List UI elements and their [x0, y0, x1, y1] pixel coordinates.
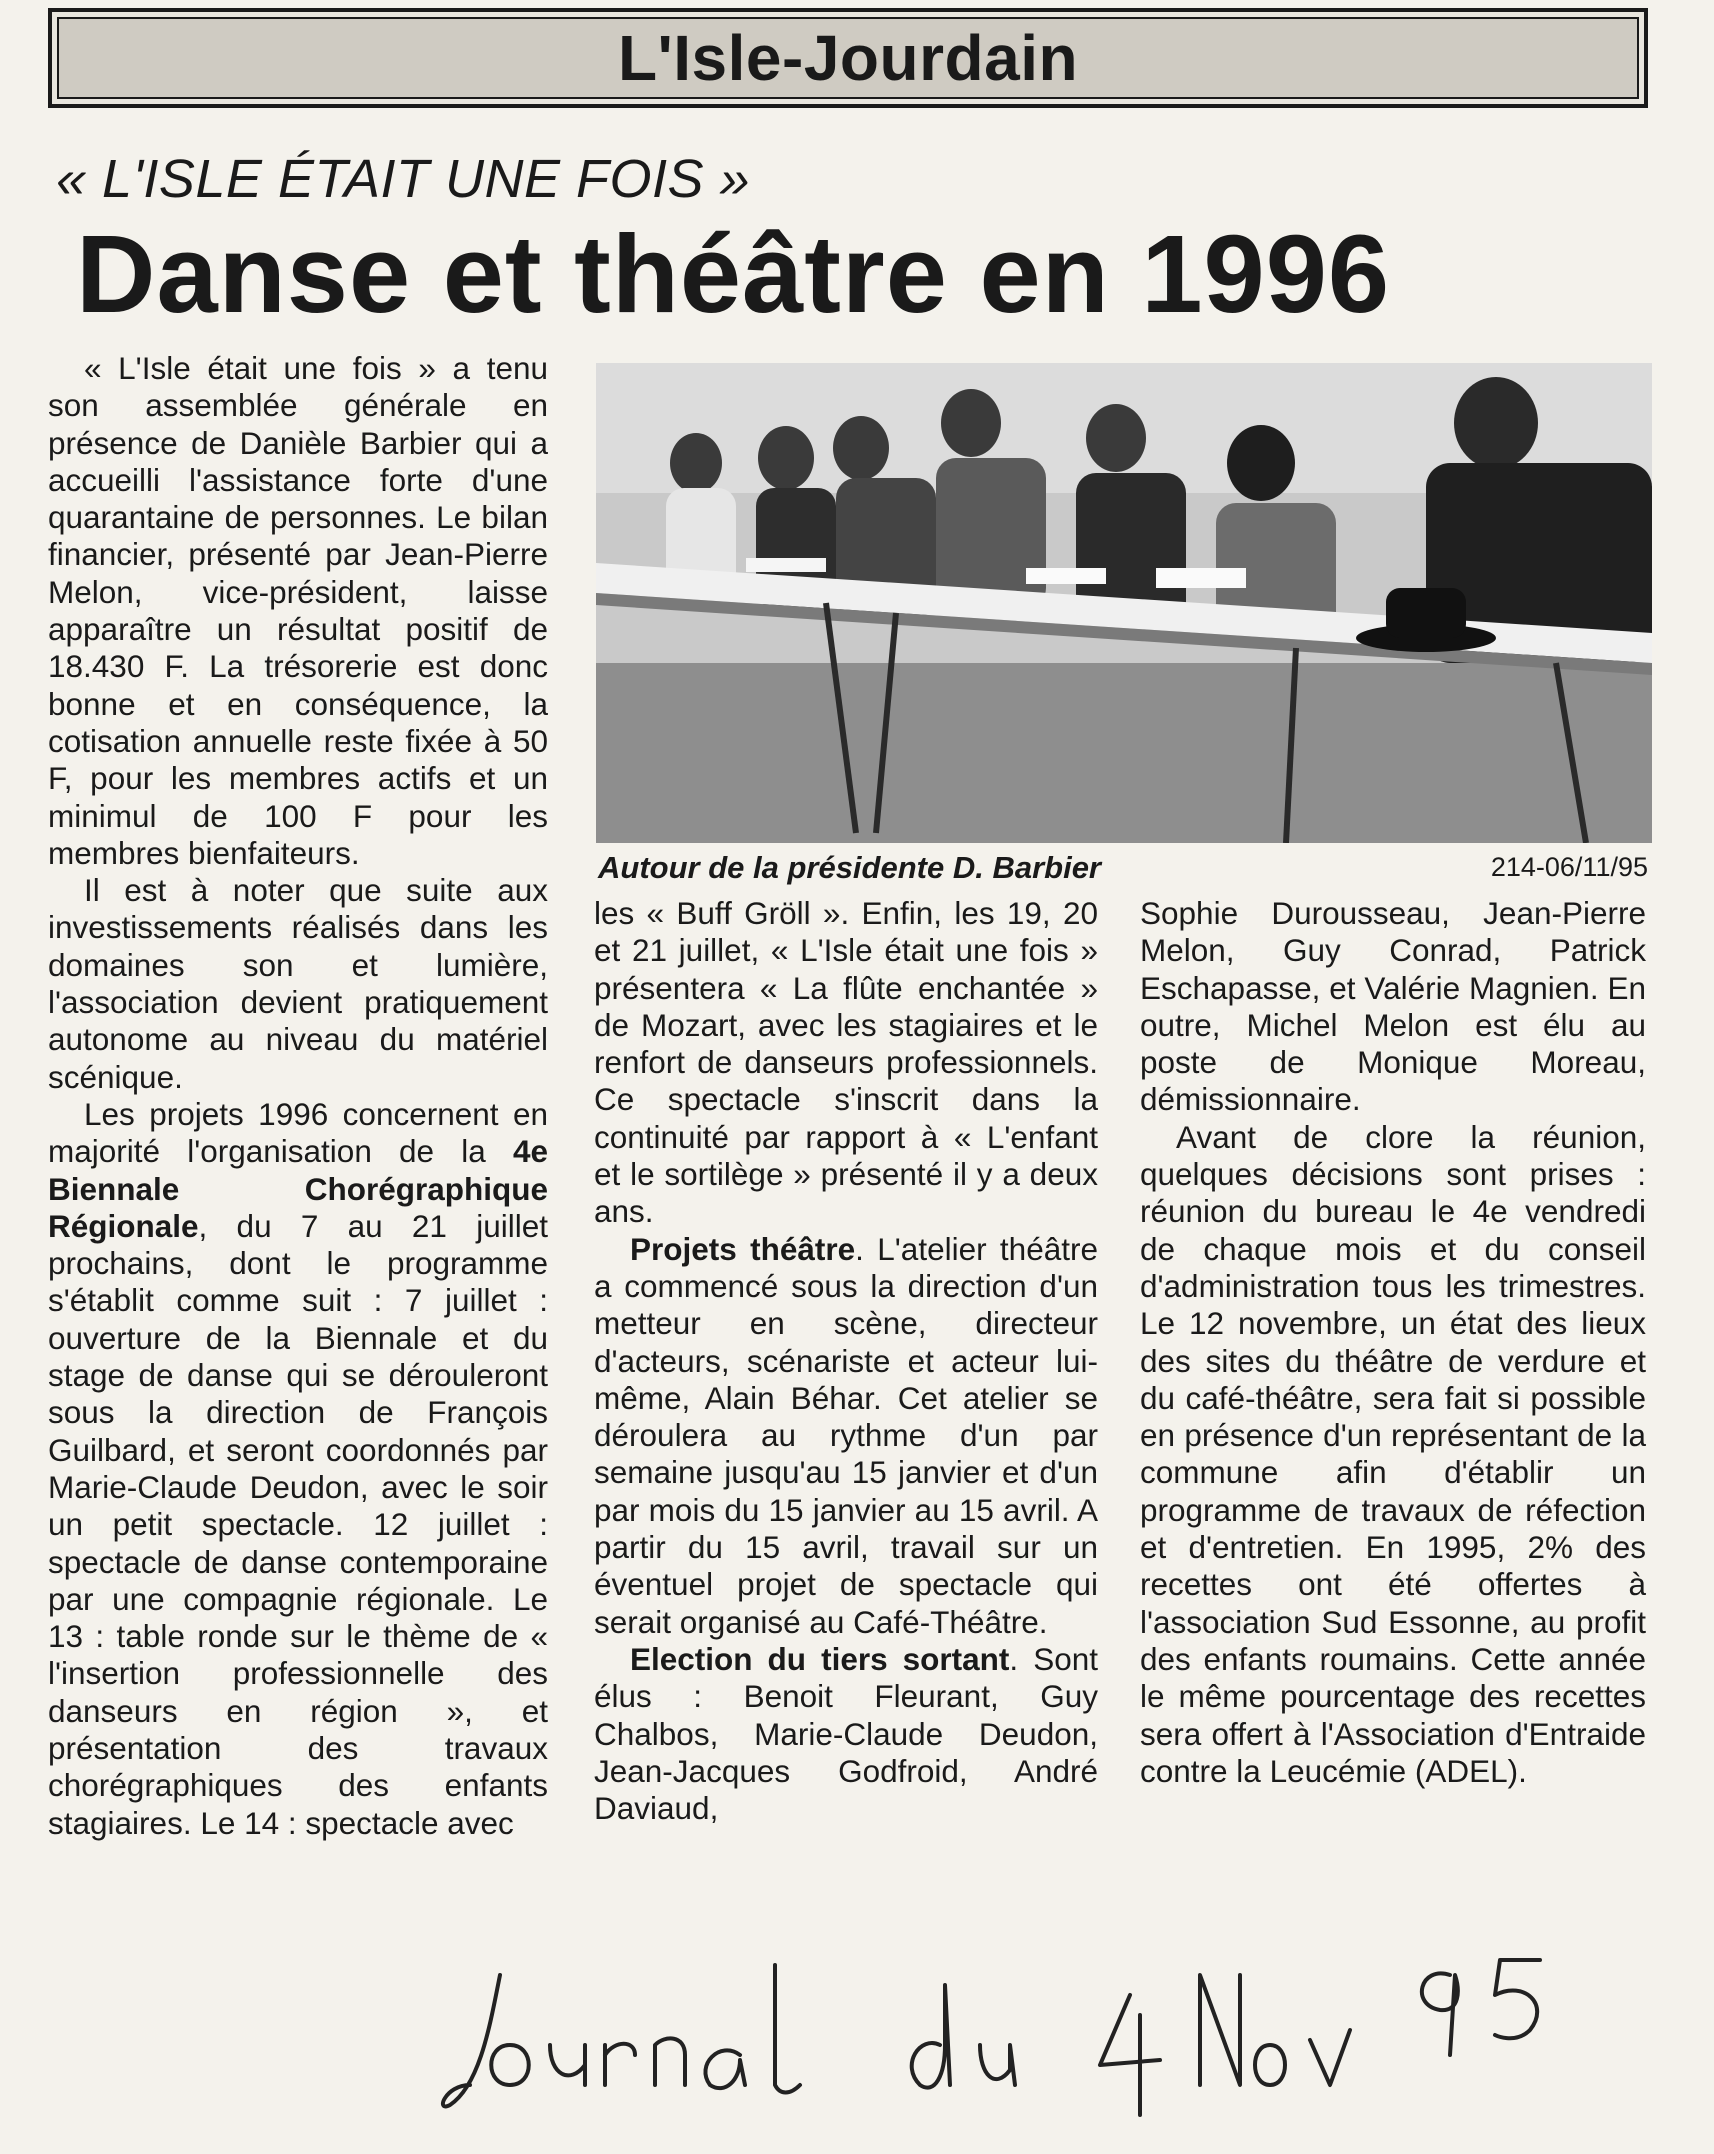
paragraph: les « Buff Gröll ». Enfin, les 19, 20 et 21 juillet, « L'Isle était une fois » présentera « La flûte enchantée » de Mozart, avec les stagiaires et le renfort de danseurs professionnels. Ce spectacle s'inscrit dans la continuité par rapport à « L'enfant et le sortilège » présenté il y a deux ans. [594, 895, 1098, 1230]
paragraph-text: Les projets 1996 concernent en majorité l'organisation de la [48, 1095, 548, 1170]
handwritten-date-annotation [440, 1935, 1700, 2135]
paragraph-text: . L'atelier théâtre a commencé sous la direction d'un metteur en scène, directeur d'acteurs, scénariste et acteur lui-même, Alain Béhar. Cet atelier se déroulera au rythme d'un par semaine jusqu'au 15 janvier et d'un par mois du 15 janvier au 15 avril. A partir du 15 avril, travail sur un éventuel projet de spectacle qui serait organisé au Café-Théâtre. [594, 1230, 1098, 1640]
article-kicker: « L'ISLE ÉTAIT UNE FOIS » [56, 149, 751, 209]
paragraph: Sophie Durousseau, Jean-Pierre Melon, Guy Conrad, Patrick Eschapasse, et Valérie Magnien. En outre, Michel Melon est élu au poste de Monique Moreau, démissionnaire. [1140, 895, 1646, 1118]
handwriting-strokes [440, 1935, 1700, 2135]
paragraph [594, 1641, 1098, 1827]
paragraph: « L'Isle était une fois » a tenu son assemblée générale en présence de Danièle Barbier qui a accueilli l'assistance forte d'une quarantaine de personnes. Le bilan financier, présenté par Jean-Pierre Melon, vice-président, laisse apparaître un résultat positif de 18.430 F. La trésorerie est donc bonne et en conséquence, la cotisation annuelle reste fixée à 50 F, pour les membres actifs et un minimul de 100 F pour les membres bienfaiteurs. [48, 350, 548, 871]
article-column-2 [594, 895, 1098, 1827]
section-banner [48, 8, 1648, 108]
article-column-1 [48, 350, 548, 1842]
article-column-3 [1140, 895, 1646, 1790]
paragraph [48, 1096, 548, 1842]
photo-caption [598, 850, 1648, 886]
paragraph-text: . Sont élus : Benoit Fleurant, Guy Chalbos, Marie-Claude Deudon, Jean-Jacques Godfroid, André Daviaud, [594, 1640, 1098, 1827]
subheading-projets-theatre: Projets théâtre [630, 1230, 856, 1267]
paragraph: Il est à noter que suite aux investissements réalisés dans les domaines son et lumière, l'association devient pratiquement autonome au niveau du matériel scénique. [48, 872, 548, 1095]
section-title: L'Isle-Jourdain [617, 22, 1079, 94]
paragraph [594, 1231, 1098, 1641]
paragraph: Avant de clore la réunion, quelques décisions sont prises : réunion du bureau le 4e vendredi de chaque mois et du conseil d'administration tous les trimestres. Le 12 novembre, un état des lieux des sites du théâtre de verdure et du café-théâtre, sera fait si possible en présence d'un représentant de la commune afin d'établir un programme de travaux de réfection et d'entretien. En 1995, 2% des recettes ont été offertes à l'association Sud Essonne, au profit des enfants roumains. Cette année le même pourcentage des recettes sera offert à l'Association d'Entraide contre la Leucémie (ADEL). [1140, 1118, 1646, 1789]
photo-illustration [596, 363, 1652, 843]
subheading-election: Election du tiers sortant [630, 1640, 1010, 1677]
bold-event-name: 4e Biennale Chorégraphique Régionale [48, 1133, 548, 1244]
caption-reference: 214-06/11/95 [1490, 852, 1648, 882]
caption-text: Autour de la présidente D. Barbier [598, 850, 1101, 885]
article-photo [596, 363, 1652, 843]
paragraph-text: , du 7 au 21 juillet prochains, dont le programme s'établit comme suit : 7 juillet : ouverture de la Biennale et du stage de danse qui se dérouleront sous la direction de François Guilbard, et seront coordonnés par Marie-Claude Deudon, avec le soir un petit spectacle. 12 juillet : spectacle de danse contemporaine par une compagnie régionale. Le 13 : table ronde sur le thème de « l'insertion professionnelle des danseurs en région », et présentation des travaux chorégraphiques des enfants stagiaires. Le 14 : spectacle avec [48, 1207, 548, 1841]
article-headline: Danse et théâtre en 1996 [76, 213, 1391, 336]
